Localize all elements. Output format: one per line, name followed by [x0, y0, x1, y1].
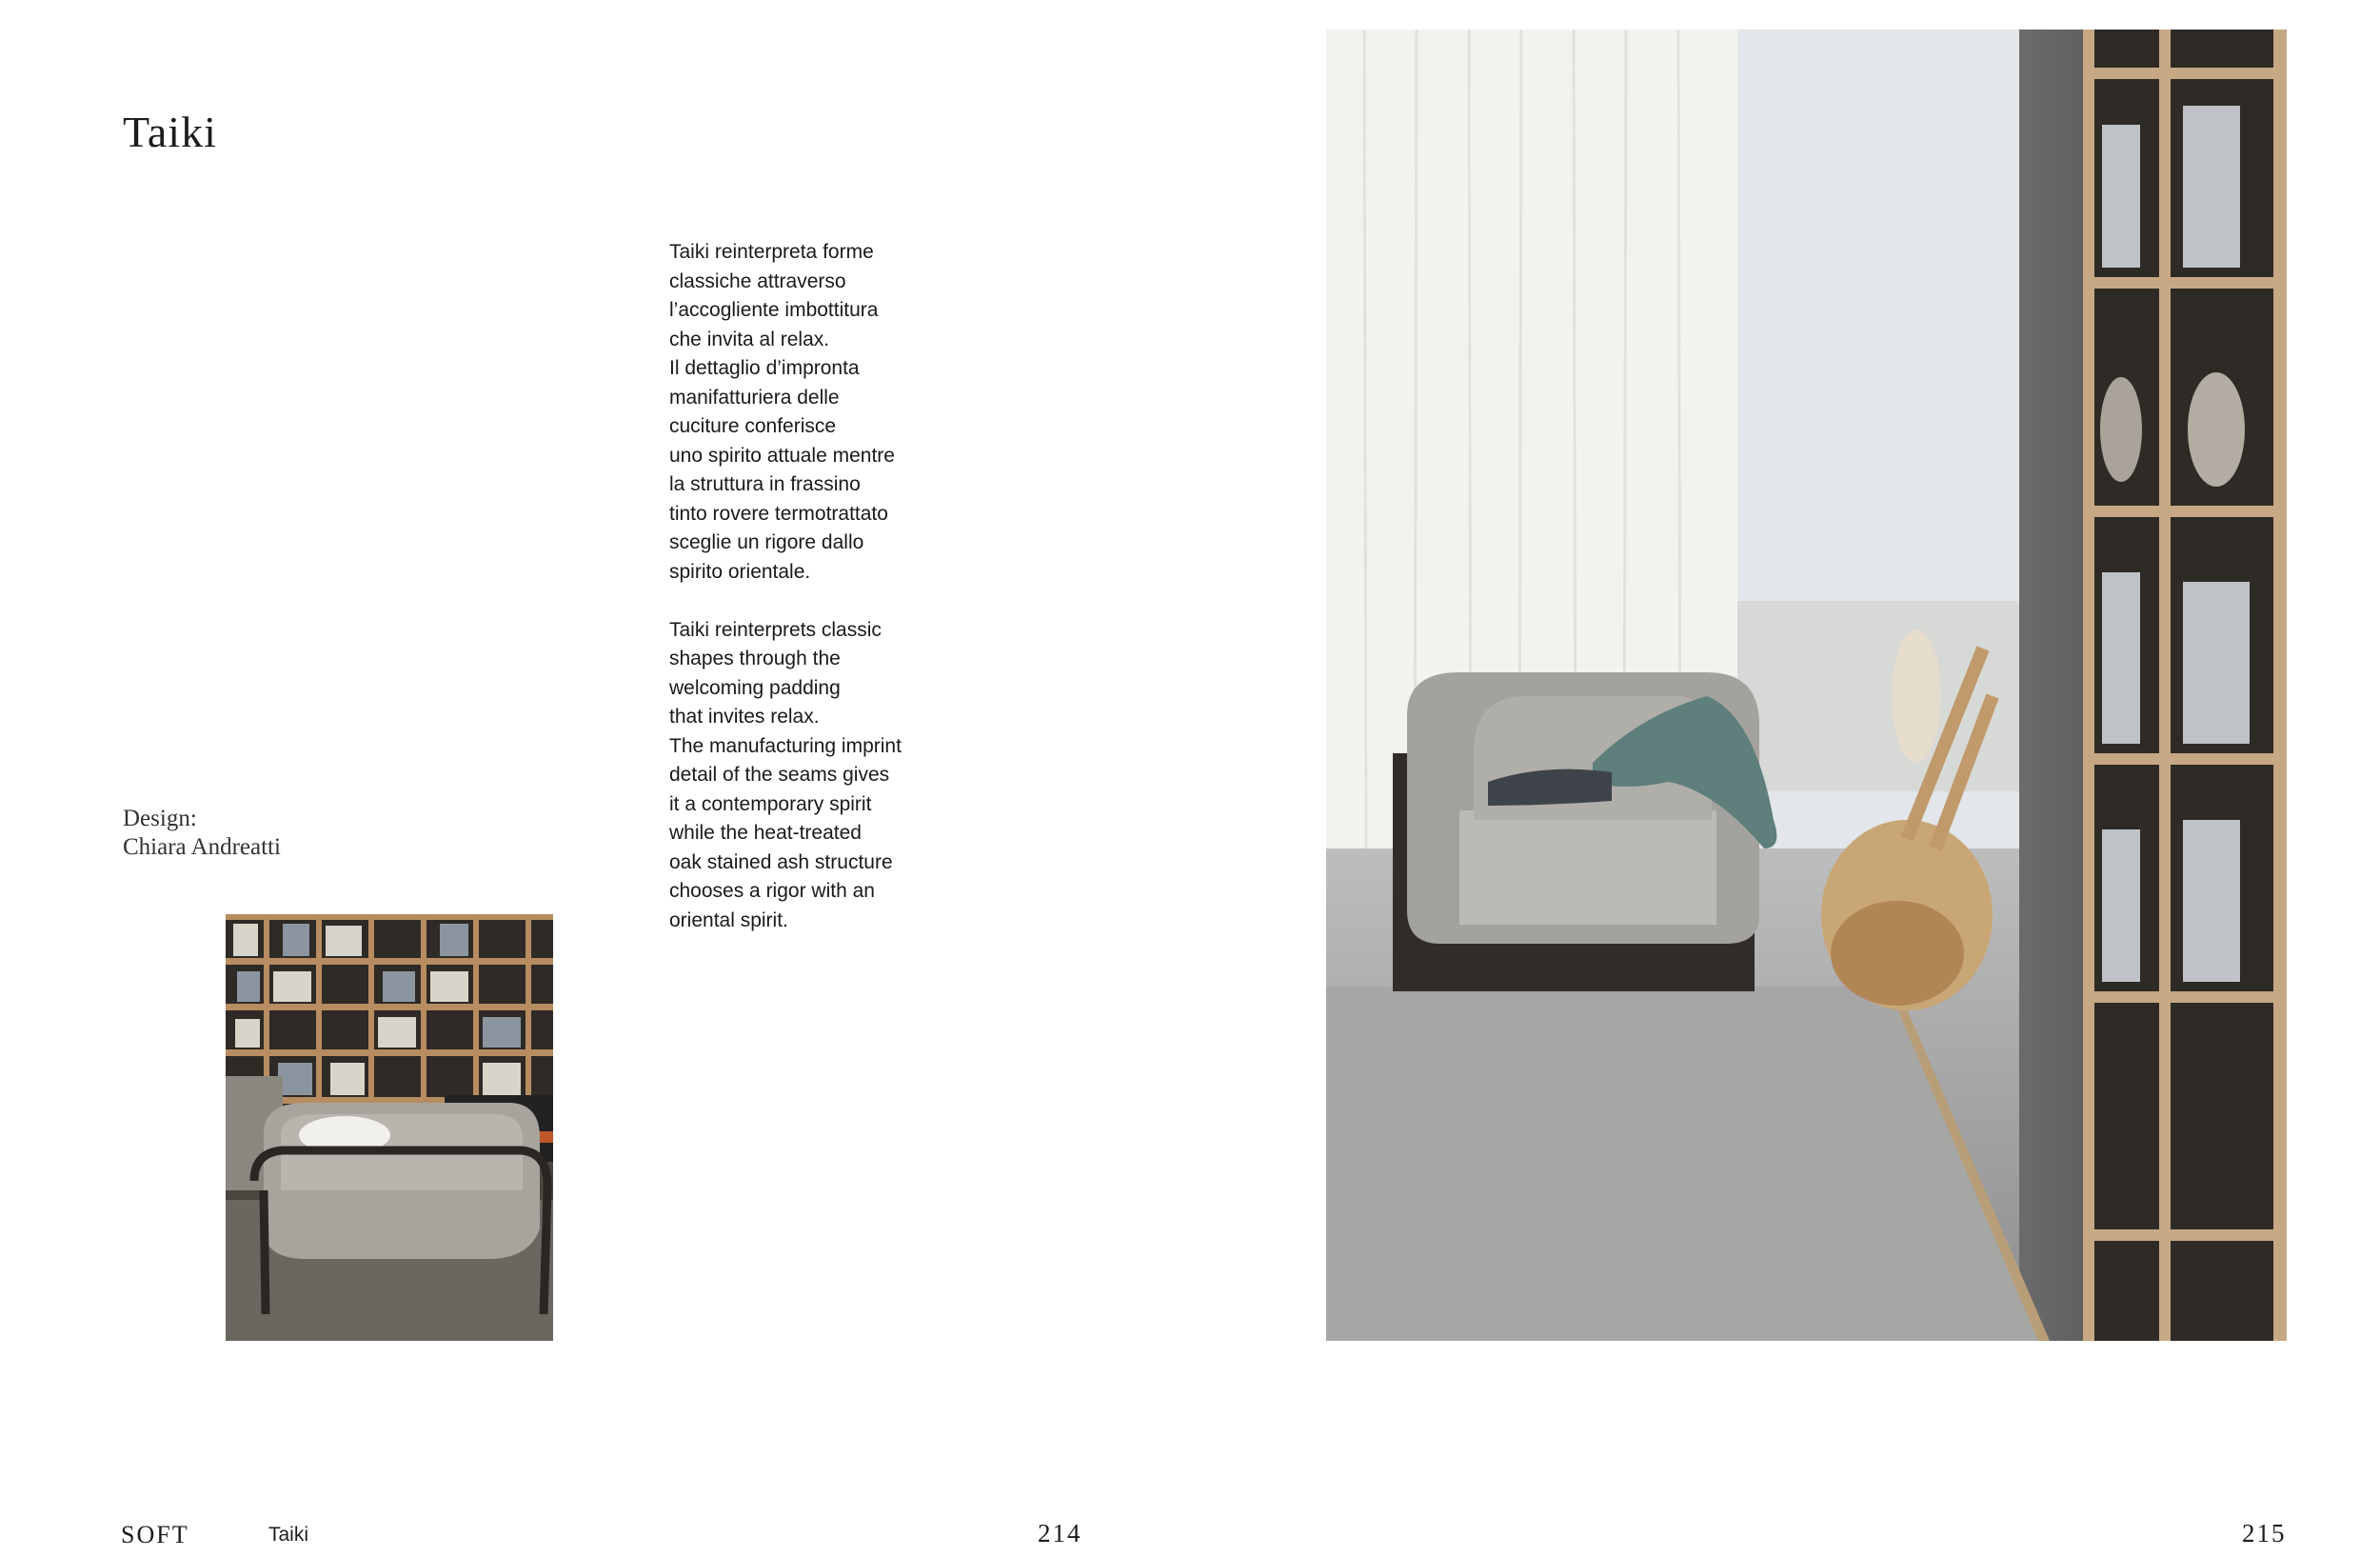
armchair-bookshelf-photo: [226, 914, 553, 1341]
footer-brand: SOFT: [121, 1521, 189, 1548]
living-room-hero-photo: [1326, 30, 2287, 1341]
design-credit: [123, 805, 281, 862]
description-english: Taiki reinterprets classic shapes through the welcoming padding that invites relax. The manufacturing imprint detail of the seams gives it a contemporary spirit while the heat-treated oak stained ash structure chooses a rigor with an oriental spirit.: [669, 618, 902, 931]
product-description: [669, 238, 974, 965]
description-italian: Taiki reinterpreta forme classiche attraverso l’accogliente imbottitura che invita al relax. Il dettaglio d’impronta manifatturiera delle cuciture conferisce uno spirito attuale mentre la struttura in frassino tinto rovere termotrattato sceglie un rigore dallo spirito orientale.: [669, 241, 895, 583]
designer-name: Chiara Andreatti: [123, 834, 281, 860]
footer-section-name: Taiki: [268, 1524, 309, 1546]
page-number-right: 215: [2242, 1519, 2287, 1547]
design-label: Design:: [123, 806, 197, 831]
page-number-left: 214: [1038, 1519, 1082, 1547]
product-title: Taiki: [123, 108, 217, 156]
